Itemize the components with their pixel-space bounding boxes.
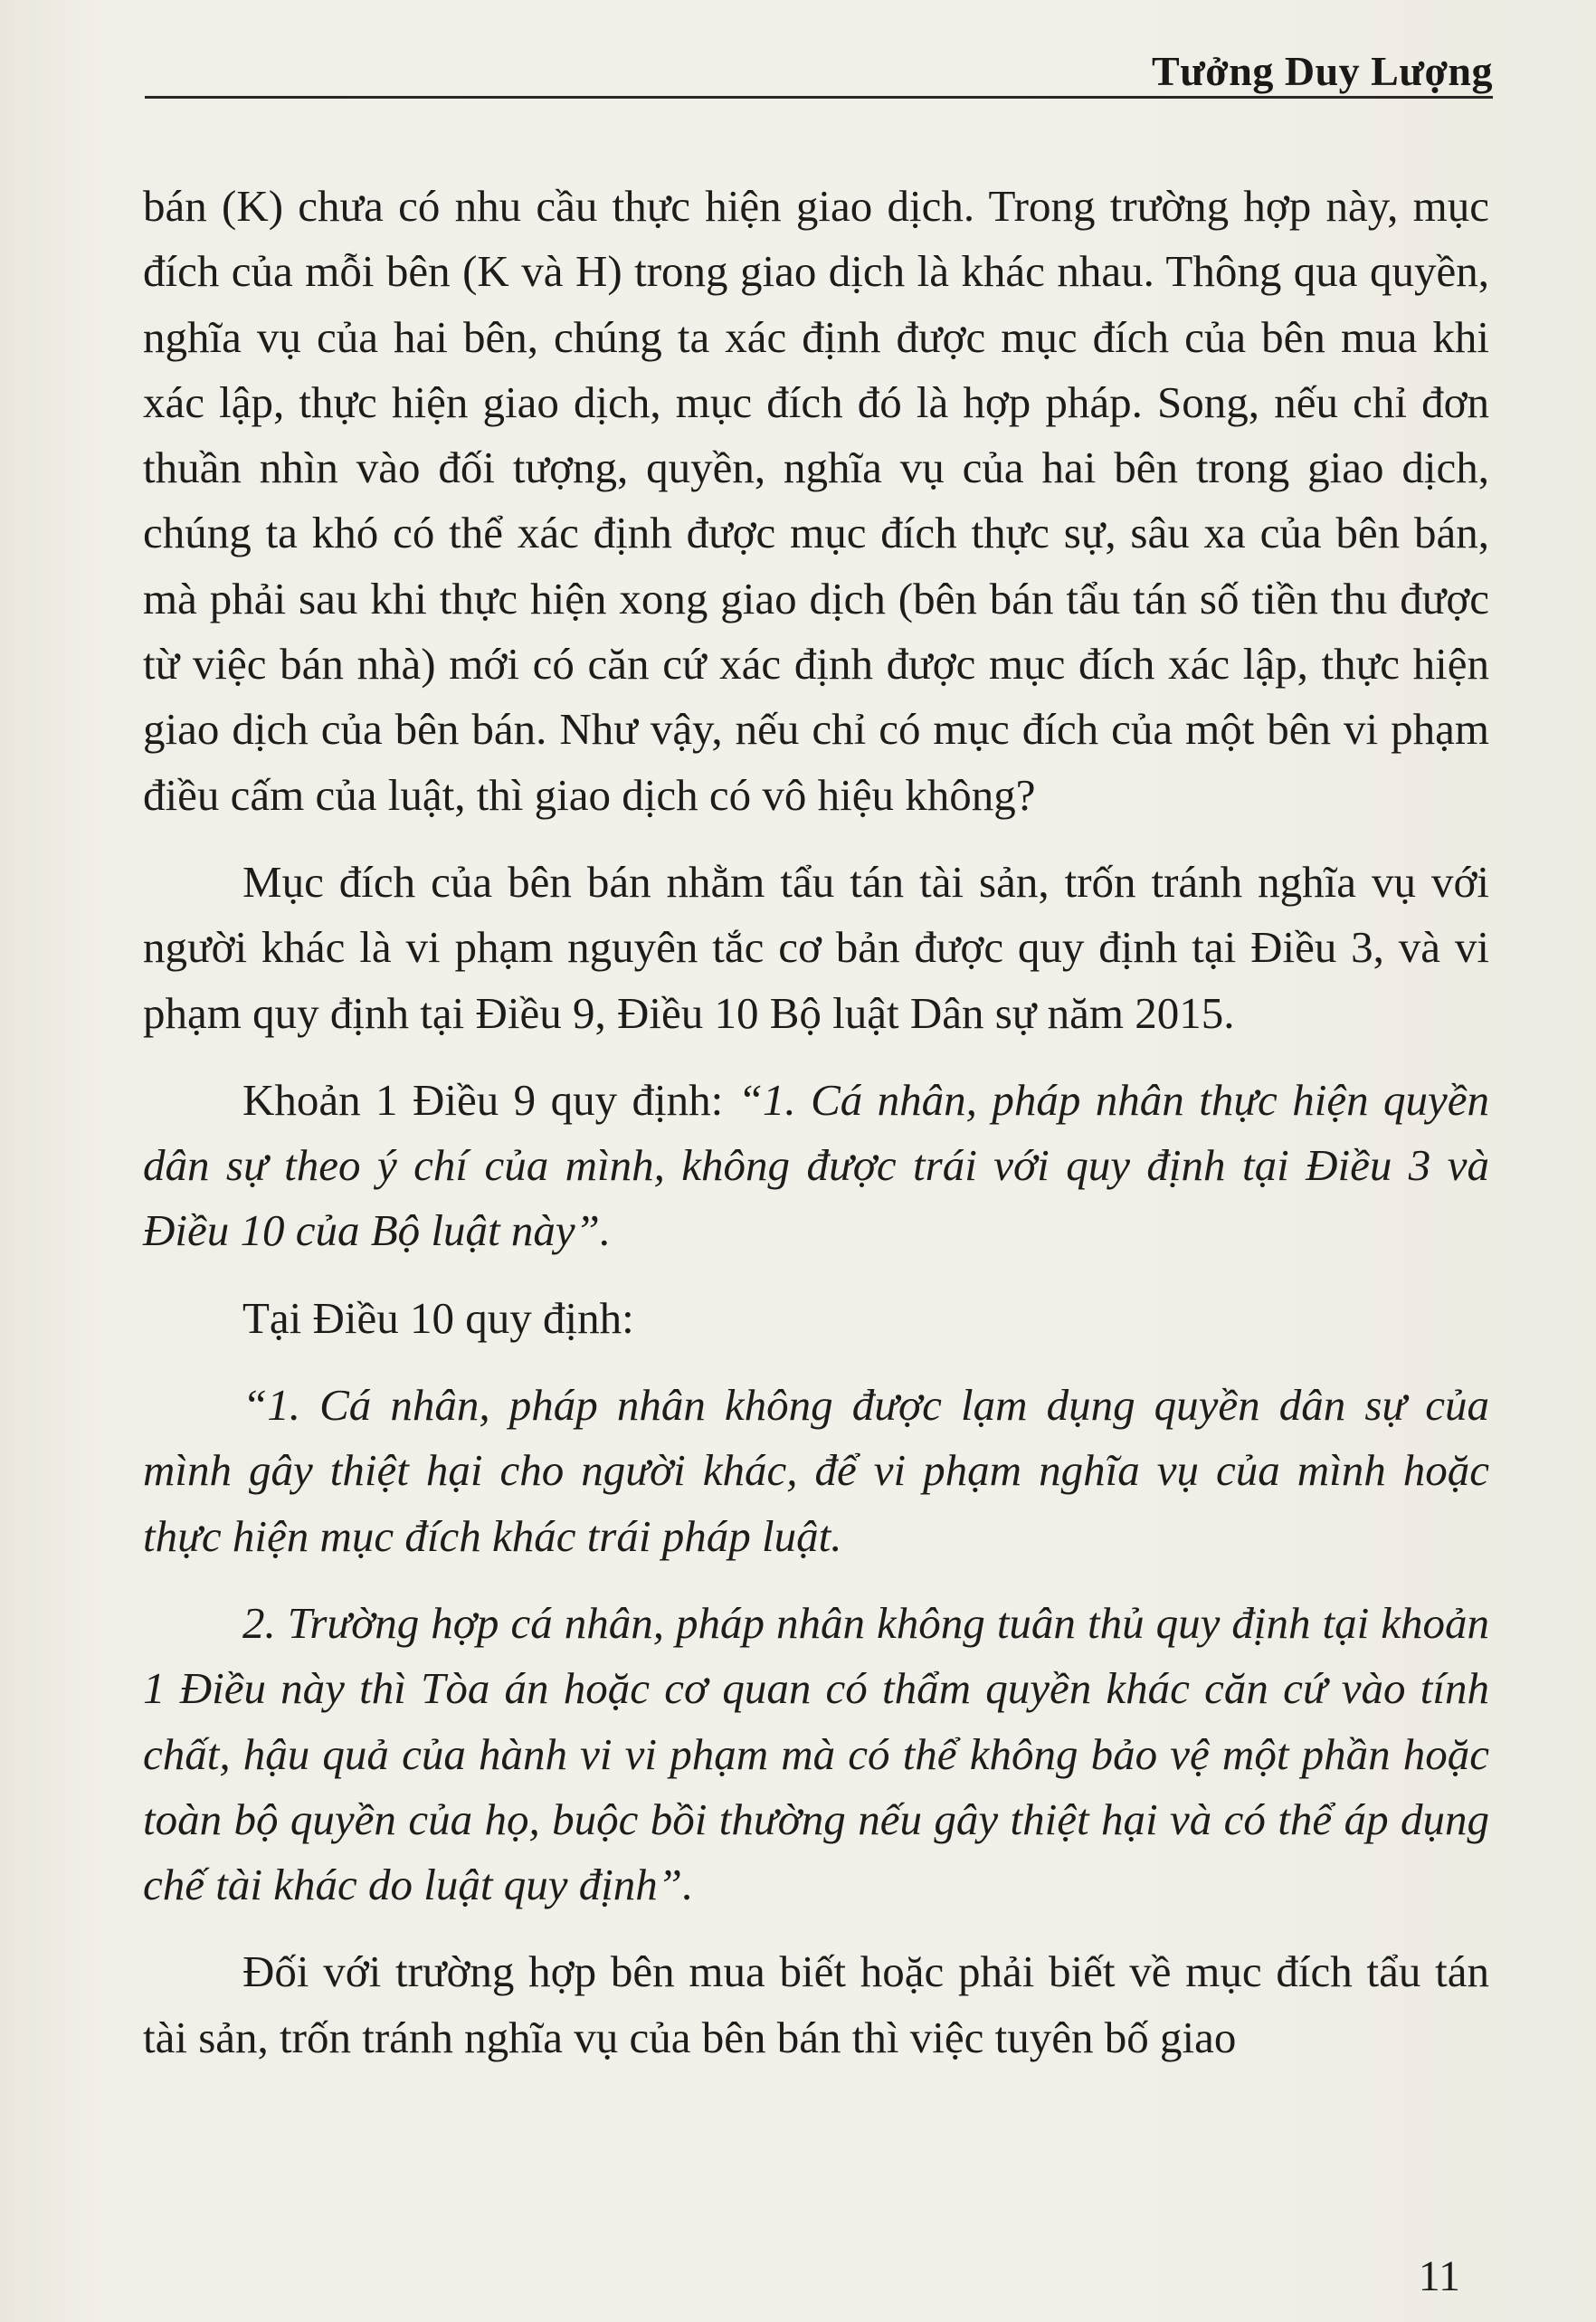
page-number: 11 <box>1418 2252 1460 2300</box>
quoted-clause: “1. Cá nhân, pháp nhân thực hiện quyền dân sự theo ý chí của mình, không được trái với quy định tại Điều 3 và Điều 10 của Bộ luật này”. <box>143 1074 1489 1256</box>
paragraph-gap <box>143 1351 1489 1373</box>
paragraph-gap <box>143 1569 1489 1591</box>
running-title: Tưởng Duy Lượng <box>1152 48 1493 94</box>
paragraph-gap <box>143 1918 1489 1939</box>
paragraph-gap <box>143 1046 1489 1068</box>
paragraph: bán (K) chưa có nhu cầu thực hiện giao dịch. Trong trường hợp này, mục đích của mỗi bên (K và H) trong giao dịch là khác nhau. Thông qua quyền, nghĩa vụ của hai bên, chúng ta xác định được mục đích của bên mua khi xác lập, thực hiện giao dịch, mục đích đó là hợp pháp. Song, nếu chỉ đơn thuần nhìn vào đối tượng, quyền, nghĩa vụ của hai bên trong giao dịch, chúng ta khó có thể xác định được mục đích thực sự, sâu xa của bên bán, mà phải sau khi thực hiện xong giao dịch (bên bán tẩu tán số tiền thu được từ việc bán nhà) mới có căn cứ xác định được mục đích xác lập, thực hiện giao dịch của bên bán. Như vậy, nếu chỉ có mục đích của một bên vi phạm điều cấm của luật, thì giao dịch có vô hiệu không? <box>143 181 1489 820</box>
quoted-clause: “1. Cá nhân, pháp nhân không được lạm dụng quyền dân sự của mình gây thiệt hại cho người khác, để vi phạm nghĩa vụ của mình hoặc thực hiện mục đích khác trái pháp luật. <box>143 1380 1489 1561</box>
paragraph: Tại Điều 10 quy định: <box>242 1292 634 1343</box>
paragraph <box>143 1068 1489 1264</box>
paragraph: Đối với trường hợp bên mua biết hoặc phải biết về mục đích tẩu tán tài sản, trốn tránh nghĩa vụ của bên bán thì việc tuyên bố giao <box>143 1946 1489 2062</box>
paragraph-lead: Khoản 1 Điều 9 quy định: <box>242 1074 738 1125</box>
header-rule <box>145 96 1493 99</box>
paragraph-gap <box>143 1264 1489 1286</box>
quoted-clause: 2. Trường hợp cá nhân, pháp nhân không tuân thủ quy định tại khoản 1 Điều này thì Tòa án hoặc cơ quan có thẩm quyền khác căn cứ vào tính chất, hậu quả của hành vi vi phạm mà có thể không bảo vệ một phần hoặc toàn bộ quyền của họ, buộc bồi thường nếu gây thiệt hại và có thể áp dụng chế tài khác do luật quy định”. <box>143 1597 1489 1910</box>
running-header <box>145 36 1493 109</box>
body-text <box>143 174 1489 2070</box>
paragraph-gap <box>143 828 1489 850</box>
paragraph: Mục đích của bên bán nhằm tẩu tán tài sản, trốn tránh nghĩa vụ với người khác là vi phạm nguyên tắc cơ bản được quy định tại Điều 3, và vi phạm quy định tại Điều 9, Điều 10 Bộ luật Dân sự năm 2015. <box>143 856 1489 1038</box>
